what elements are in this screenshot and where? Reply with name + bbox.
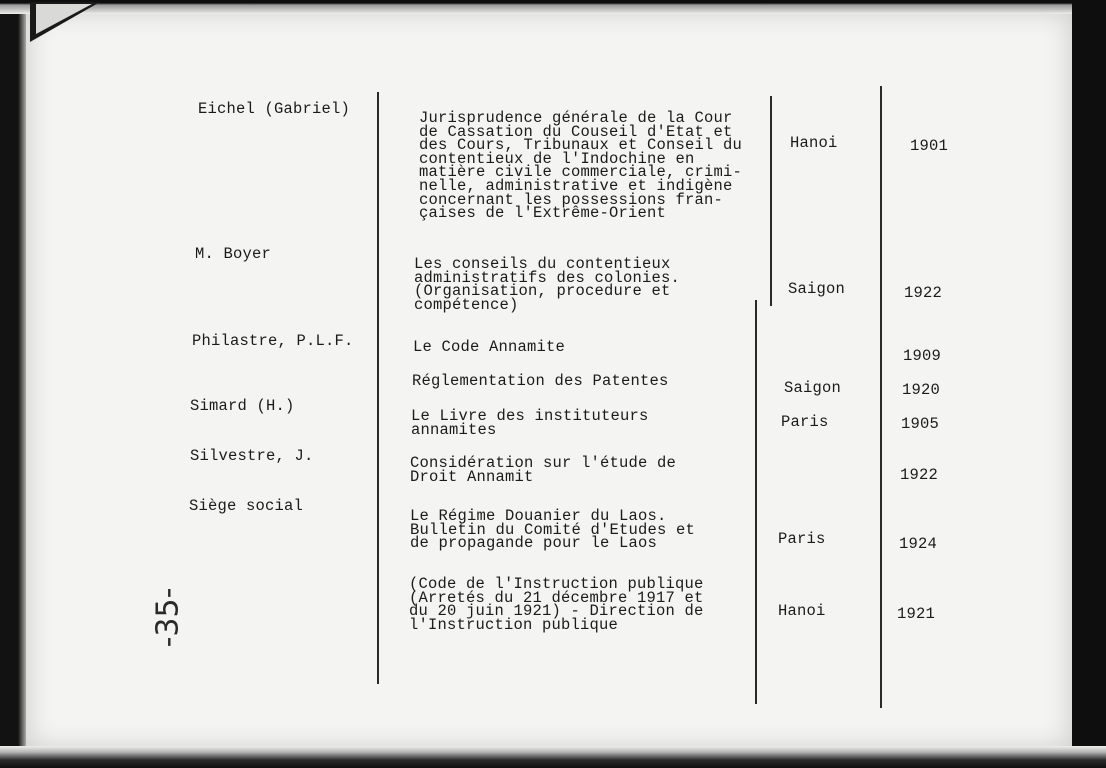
scan-top-edge — [0, 0, 1106, 14]
author-cell: Eichel (Gabriel) — [198, 100, 351, 118]
year-cell: 1920 — [902, 381, 941, 399]
scan-bottom-edge — [0, 746, 1106, 768]
place-cell: Paris — [781, 413, 829, 431]
year-cell: 1921 — [897, 605, 936, 623]
year-cell: 1901 — [910, 137, 949, 155]
scan-right-edge — [1072, 0, 1106, 768]
page-number-text: -35- — [150, 587, 186, 648]
column-divider-author-title — [377, 92, 379, 684]
title-cell: (Code de l'Instruction publique (Arretés du 21 décembre 1917 et du 20 juin 1921) - Direction de l'Instruction publique — [409, 575, 704, 634]
year-cell: 1922 — [900, 466, 939, 484]
column-divider-place-year — [880, 86, 882, 708]
author-cell: Silvestre, J. — [190, 447, 314, 465]
place-cell: Saigon — [788, 280, 846, 298]
column-divider-title-place — [770, 96, 772, 306]
title-cell: Le Livre des instituteurs annamites — [411, 407, 649, 439]
year-cell: 1924 — [899, 535, 938, 553]
author-cell: Philastre, P.L.F. — [192, 332, 354, 350]
scan-left-edge — [0, 0, 28, 768]
author-cell: Siège social — [189, 497, 304, 515]
title-cell: Réglementation des Patentes — [412, 372, 669, 390]
title-cell: Le Code Annamite — [413, 338, 566, 356]
title-cell: Les conseils du contentieux administratifs des colonies. (Organisation, procedure et compétence) — [414, 255, 681, 314]
folded-corner-highlight — [36, 4, 92, 34]
place-cell: Hanoi — [790, 134, 838, 152]
author-cell: M. Boyer — [195, 245, 272, 263]
year-cell: 1905 — [901, 415, 940, 433]
place-cell: Paris — [778, 530, 826, 548]
year-cell: 1922 — [904, 284, 943, 302]
author-cell: Simard (H.) — [190, 397, 295, 415]
place-cell: Hanoi — [778, 602, 826, 620]
column-divider-title-place-lower — [755, 300, 757, 704]
title-cell: Considération sur l'étude de Droit Annamit — [410, 454, 677, 486]
year-cell: 1909 — [903, 347, 942, 365]
title-cell: Jurisprudence générale de la Cour de Cassation du Couseil d'Etat et des Cours, Tribunaux et Conseil du contentieux de l'Indochine en matière civile commerciale, crimi- nelle, administrative et indigène concernant les possessions fran- çaises de l'Extrême-Orient — [419, 109, 743, 223]
handwritten-page-number — [148, 552, 186, 692]
place-cell: Saigon — [784, 379, 842, 397]
title-cell: Le Régime Douanier du Laos. Bulletin du Comité d'Etudes et de propagande pour le Laos — [410, 507, 696, 553]
